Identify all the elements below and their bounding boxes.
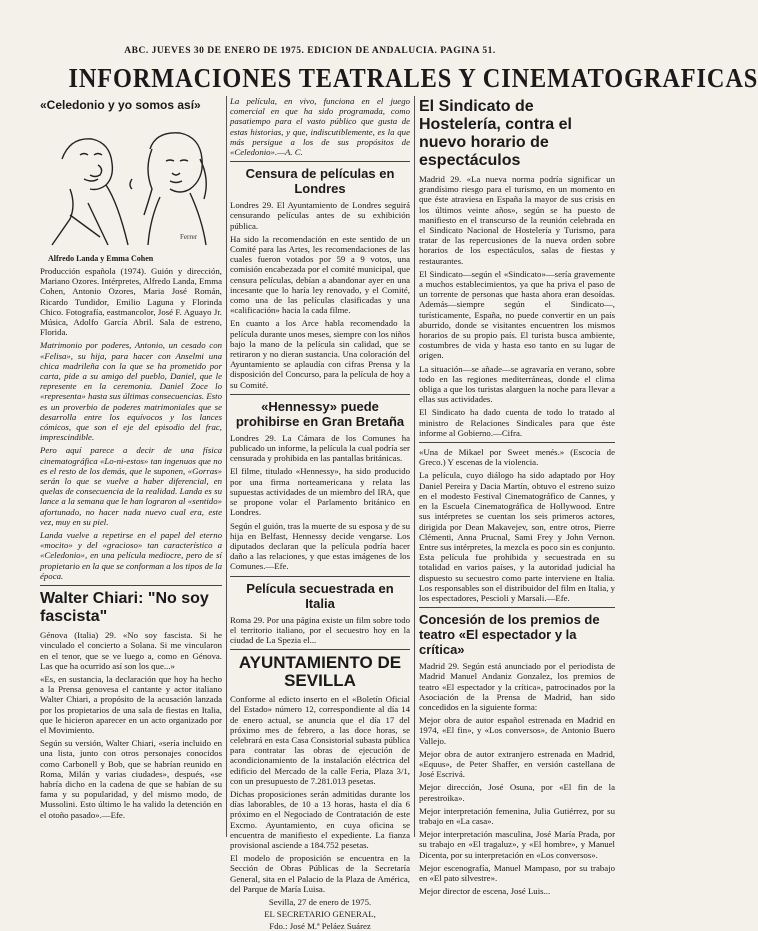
svg-text:Ferrer: Ferrer [180, 233, 198, 241]
article-paragraph: En cuanto a los Arce habla recomendado la película durante unos meses, siempre con los niños bajo la mano de la película sin calidad, que se retiraron y no dieran sustancia. Una coloración del Ayuntamiento se aplaudía con cifras Prensa y la disposición del Concurso, para la película de hoy a su Comité. [230, 318, 410, 390]
article-paragraph: La situación—se añade—se agravaría en verano, sobre todo en las regiones mediterráneas, donde el clima obliga a que los turistas alarguen la noche para llevar a ellas sus actividades. [419, 363, 615, 405]
divider [419, 607, 615, 608]
section-banner: INFORMACIONES TEATRALES Y CINEMATOGRAFICAS [68, 63, 758, 93]
article-paragraph: Mejor obra de autor extranjero estrenada en Madrid, «Equus», de Peter Shaffer, en versión castellana de José Escrivá. [419, 748, 615, 780]
hennessy-headline: «Hennessy» puede prohibirse en Gran Bretaña [235, 398, 405, 429]
column-3 [419, 96, 615, 897]
divider [230, 649, 410, 650]
review-paragraph: Pero aquí parece a decir de una física cinematográfica «Lo-ni-estos» tan ingenuos que no es el resto de los demás, que le suponen, «Gorras» serán lo que se vuelve a haber diferencial, en quelas de consecuencia de la realidad. Landa es su lance a la semana que le han lograron al «sentido» afortunado, no hacer nada nuevo cual era, este vez, muy en su piel. [40, 445, 222, 527]
article-paragraph: Mejor obra de autor español estrenada en Madrid en 1974, «El fin», y «Los conversos», de Antonio Buero Vallejo. [419, 715, 615, 746]
notice-paragraph: El modelo de proposición se encuentra en la Sección de Obras Públicas de la Secretaría General, sita en el Palacio de la Plaza de América, del Parque de María Luisa. [230, 853, 410, 894]
divider [230, 161, 410, 162]
article-paragraph: Mejor escenografía, Manuel Mampaso, por su trabajo en «El pato silvestre». [419, 862, 615, 883]
review-paragraph: Matrimonio por poderes, Antonio, un cesado con «Felisa», su hija, para hacer con Anselmi una chica madrileña con la que se ha prometido por carta, pide a su amigo del pueblo, Daniel, que le represente en la ceremonia. Daniel Zoce lo «representa» hasta sus últimas consecuencias. Esto es un proverbio de poderes matrimoniales que se desarrolla entre los equívocos y los lances cómicos, que son el eje del episodio del frac, imprescindible. [40, 340, 222, 443]
film-review-title: «Celedonio y yo somos así» [40, 98, 201, 112]
hosteleria-headline: El Sindicato de Hostelería, contra el nuevo horario de espectáculos [419, 98, 572, 169]
article-paragraph: Mejor interpretación femenina, Julia Gutiérrez, por su trabajo en «La casa». [419, 805, 615, 826]
article-paragraph: Ha sido la recomendación en este sentido de un Comité para las Artes, les recomendaciones de las cuales fueron votados por 59 a 9 votos, una comisión encabezada por el comité municipal, que censura películas, debían a abandonar ayer en una incesante que lo haría ley renovado, y el Comité, como una de las películas clasificadas y una «calificación» hacia la cada filme. [230, 233, 410, 316]
cartoon-caption: Alfredo Landa y Emma Cohen [48, 254, 154, 263]
italia-headline: Película secuestrada en Italia [246, 580, 394, 611]
notice-paragraph: Dichas proposiciones serán admitidas durante los días laborables, de 10 a 13 horas, hasta el día 6 próximo en el Negociado de Contratación de este Excmo. Ayuntamiento, en cuya oficina se encuentra de manifiesto el expediente. La fianza provisional asciende a 184.752 pesetas. [230, 788, 410, 850]
article-paragraph: El Sindicato ha dado cuenta de todo lo tratado al ministro de Relaciones Sindicales para que éste informe al Gobierno.—Cifra. [419, 407, 615, 438]
divider [40, 585, 222, 586]
chiari-headline: Walter Chiari: "No soy fascista" [40, 590, 209, 626]
column-rule-1 [226, 96, 227, 837]
article-paragraph: Madrid 29. «La nueva norma podría significar un grandísimo riesgo para el turismo, en un momento en que éste atraviesa en España la mayor de sus crisis en los últimos veinte años», según se ha puesto de manifiesto en el transcurso de la reunión celebrada en el Sindicato Nacional de Hostelería y Turismo, para tratar de las repercusiones de la nueva orden sobre horarios de los espectáculos, salas de fiestas y restaurantes. [419, 174, 615, 266]
column-2 [230, 96, 410, 931]
article-paragraph: Mejor dirección, José Osuna, por «El fin de la perestroika». [419, 782, 615, 803]
article-paragraph: El Sindicato—según el «Sindicato»—sería gravemente a muchos establecimientos, ya que ha priva el paso de un torrente de personas que hasta ahora eran desoídas. Además—siempre según el Sindicato—, turísticamente, España, no puede convertir en un país aburrido, donde se visitantes encuentren los mismos horarios de su propio país. El turista busca ambiente, costumbres de vida y hasta eso tanto en su lugar de origen. [419, 268, 615, 361]
article-paragraph: Según el guión, tras la muerte de su esposa y de su hija en Belfast, Hennessy decide vengarse. Los diputados declaran que la película podría hacer daño a las relaciones, y que estas imágenes de los Comunes.—Efe. [230, 520, 410, 572]
article-paragraph: Madrid 29. Según está anunciado por el periodista de Madrid Manuel Andaniz Gonzalez, los premios de teatro «El espectador y la crítica», patrocinados por la Asociación de la Prensa de Madrid, han sido concedidos en la siguiente forma: [419, 661, 615, 712]
divider [230, 576, 410, 577]
article-paragraph: Roma 29. Por una página existe un film sobre todo el territorio italiano, por el secuestro hoy en la ciudad de La Spezia el... [230, 614, 410, 645]
review-closing: La película, en vivo, funciona en el juego comercial en que ha sido programada, como pasatiempo para el vasto público que gusta de estas historias, y que, indiscutiblemente, es la que más persigue a los de sus propósitos de «Celedonio».—A. C. [230, 96, 410, 158]
article-paragraph: Según su versión, Walter Chiari, «sería incluido en una lista, junto con otros personajes conocidos como Carbonell y Bob, que se habrían reunido en Roma, Milán y varias ciudades», después, «se habría dicho en la cadena de que se habían de su fama y su popularidad, y del mismo modo, de Mussolini. Esto último le ha valido la detención en el otoño pasado».—Efe. [40, 738, 222, 820]
article-paragraph: «Una de Mikael por Sweet menés.» (Escocia de Greco.) Y escenas de la violencia. [419, 447, 615, 468]
divider [419, 442, 615, 443]
article-paragraph: El filme, titulado «Hennessy», ha sido producido por una firma norteamericana y relata las supuestas actividades de un miembro del IRA, que se propone volar el Parlamento británico en Londres. [230, 466, 410, 518]
notice-date: Sevilla, 27 de enero de 1975. [268, 896, 372, 907]
cartoon-illustration [40, 119, 222, 247]
article-paragraph: Mejor director de escena, José Luis... [419, 886, 551, 897]
premios-headline: Concesión de los premios de teatro «El espectador y la crítica» [419, 612, 600, 658]
credits: Producción española (1974). Guión y dirección, Mariano Ozores. Intérpretes, Alfredo Landa, Emma Cohen, Antonio Ozores, Maria José Román, Ricardo Tundidor, Emilio Laguna y Florinda Chico. Fotografía, eastmancolor, José F. Aguayo Jr. Música, Adolfo García Abril. Sala de estreno, Florida. [40, 266, 222, 338]
article-paragraph: Londres 29. El Ayuntamiento de Londres seguirá censurando películas antes de su exhibición pública. [230, 200, 410, 231]
notice-signatory-name: Fdo.: José M.ª Peláez Suárez [269, 920, 371, 931]
article-paragraph: Génova (Italia) 29. «No soy fascista. Si he vinculado el concierto a Solana. Si me vincularon en el tenor, que se ve luego a, como en Génova. Las que ha ocurrido así son los que...» [40, 630, 222, 671]
article-paragraph: «Es, en sustancia, la declaración que hoy ha hecho a la Prensa genovesa el cantante y actor italiano Walter Chiari, a propósito de la acusación lanzada por los propietarios de una sala de fiestas en Italia, que le hicieron aparecer en un acto organizado por el Movimiento. [40, 673, 222, 735]
article-paragraph: Mejor interpretación masculina, José María Prada, por su trabajo en «El tragaluz», y «El hombre», y Manuel Dicenta, por su interpretación en «Los conversos». [419, 829, 615, 860]
article-paragraph: Londres 29. La Cámara de los Comunes ha publicado un informe, la película la cual podría ser censurada y prohibida en las pantallas británicas. [230, 432, 410, 464]
divider [230, 394, 410, 395]
running-header: ABC. JUEVES 30 DE ENERO DE 1975. EDICION DE ANDALUCIA. PAGINA 51. [124, 46, 496, 56]
ayuntamiento-headline: AYUNTAMIENTO DE SEVILLA [238, 653, 402, 691]
article-paragraph: La película, cuyo diálogo ha sido adaptado por Hoy Daniel Pereira y Dacia Martín, obtuvo el estreno suizo en el modesto Festival Cinematográfico de Cannes, y en la Escuela Cinematográfica de Hollywood. Entre sus intérpretes se cuentan los seis primeros actores, dirigida por Dean Makavejev, son, entre otros, Pierre Clémenti, Anna Prucnal, Sami Frey y John Vernon. Entre sus intérpretes, la mezcla es poco sin es conjunto. Esta película fue prohibida y secuestrada en su totalidad en varios países, y la autoridad judicial ha dispuesto su secuestro como parte interviene en Italia. Los responsables son el distribuidor del film en Italia, y los espectadores, Pescioli y Marsali.—Efe. [419, 470, 615, 603]
column-1 [40, 96, 222, 837]
censura-headline: Censura de películas en Londres [245, 166, 395, 197]
review-paragraph: Landa vuelve a repetirse en el papel del eterno «mocito» y del «gracioso» tan característico a «Celedonio», en una película mediocre, pero de sí propietario en la que se conforman a los tipos de la época. [40, 530, 222, 581]
notice-signatory-title: EL SECRETARIO GENERAL, [264, 908, 376, 919]
column-rule-2 [414, 96, 415, 837]
notice-paragraph: Conforme al edicto inserto en el «Boletín Oficial del Estado» número 12, correspondiente al día 14 de enero actual, se anuncia que el día 17 del próximo mes de febrero, a las doce horas, se celebrará en esta Casa Consistorial subasta pública para contratar las obras de ejecución de acondicionamiento de la instalación eléctrica del edificio del Mercado de la calle Feria, Plaza 3/1, con un presupuesto de 7.281.013 pesetas. [230, 694, 410, 786]
